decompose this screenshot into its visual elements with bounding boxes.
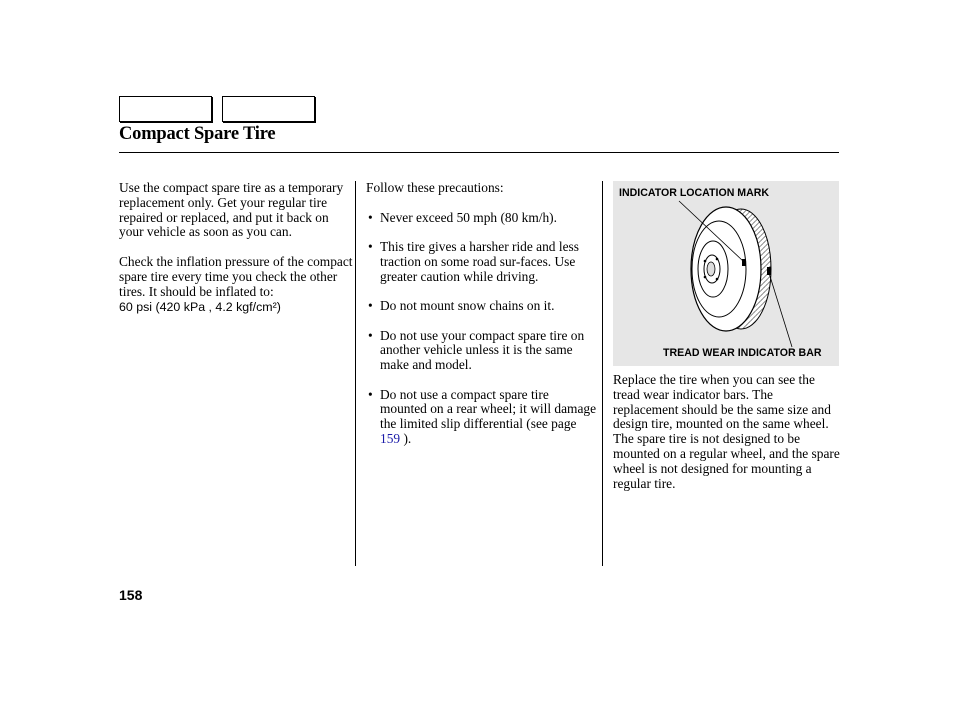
bullet-icon: • bbox=[368, 209, 373, 225]
title-divider bbox=[119, 152, 839, 153]
bullet-icon: • bbox=[368, 298, 373, 314]
list-item: • Do not mount snow chains on it. bbox=[368, 298, 555, 314]
list-item: • This tire gives a harsher ride and less traction on some road sur-faces. Use greater caution while driving. bbox=[368, 239, 579, 284]
bullet-icon: • bbox=[368, 386, 373, 402]
figure-label-tread-bar: TREAD WEAR INDICATOR BAR bbox=[663, 347, 822, 359]
tire-figure bbox=[613, 181, 839, 366]
column-divider-1 bbox=[355, 181, 356, 566]
figure-label-indicator-mark: INDICATOR LOCATION MARK bbox=[619, 187, 770, 199]
precautions-intro: Follow these precautions: bbox=[366, 180, 504, 195]
bullet-icon: • bbox=[368, 239, 373, 255]
page-link[interactable]: 159 bbox=[380, 430, 401, 446]
page-number: 158 bbox=[119, 587, 143, 603]
replacement-paragraph: Replace the tire when you can see the tread wear indicator bars. The replacement should be the same size and design tire, mounted on the same wheel. The spare tire is not designed to be mounted on a regular wheel, and the spare wheel is not designed for mounting a regular tire. bbox=[613, 372, 840, 491]
list-item: • Do not use a compact spare tire mounted on a rear wheel; it will damage the limited slip differential (see page 159 ). bbox=[368, 386, 597, 446]
bullet-icon: • bbox=[368, 327, 373, 343]
inflation-paragraph: Check the inflation pressure of the compact spare tire every time you check the other tires. It should be inflated to: bbox=[119, 254, 353, 299]
column-middle bbox=[366, 181, 598, 461]
list-item: • Never exceed 50 mph (80 km/h). bbox=[368, 209, 557, 225]
intro-paragraph: Use the compact spare tire as a temporary replacement only. Get your regular tire repaired or replaced, and put it back on your vehicle as soon as you can. bbox=[119, 180, 344, 240]
list-item: • Do not use your compact spare tire on another vehicle unless it is the same make and model. bbox=[368, 327, 585, 373]
spare-tire-icon bbox=[613, 181, 839, 366]
nav-button-1[interactable] bbox=[119, 96, 212, 122]
page-title: Compact Spare Tire bbox=[119, 124, 276, 144]
nav-button-2[interactable] bbox=[222, 96, 315, 122]
pressure-value: 60 psi (420 kPa , 4.2 kgf/cm²) bbox=[119, 299, 281, 314]
column-right bbox=[613, 373, 841, 491]
column-left bbox=[119, 181, 353, 314]
column-divider-2 bbox=[602, 181, 603, 566]
